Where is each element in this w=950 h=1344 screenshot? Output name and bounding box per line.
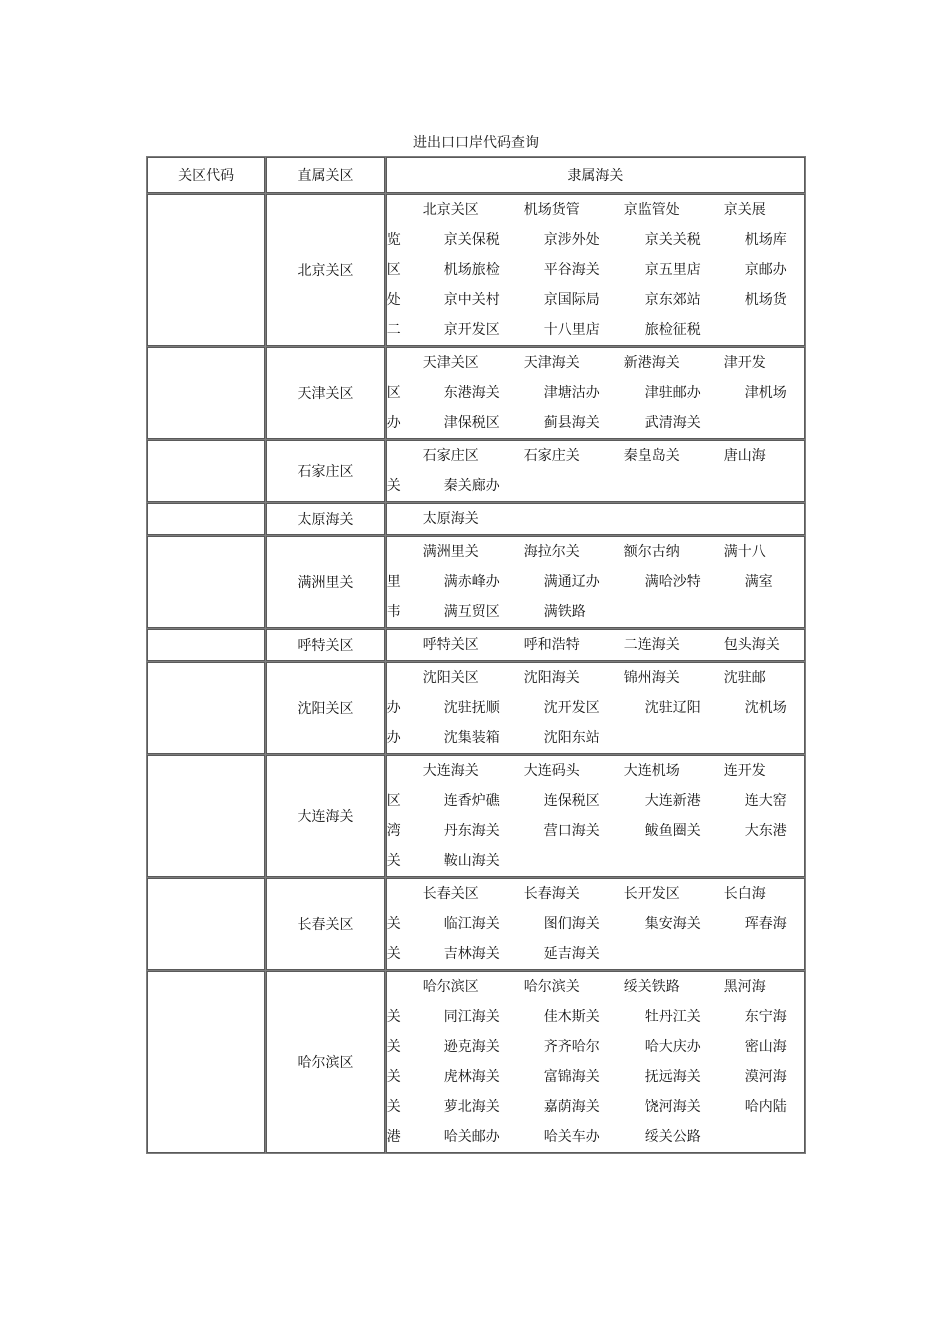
customs-name: 京中关村: [443, 292, 500, 308]
customs-line: [387, 471, 804, 501]
customs-name: 沈阳东站: [543, 730, 600, 746]
table-row: [147, 971, 805, 1153]
customs-name: 同江海关: [443, 1009, 500, 1025]
customs-line: [387, 1062, 804, 1092]
customs-name: 石家庄区: [422, 448, 479, 464]
customs-name: 延吉海关: [543, 946, 600, 962]
customs-name: 北京关区: [422, 202, 479, 218]
customs-name: 机场旅检: [443, 262, 500, 278]
customs-name: 哈尔滨关: [523, 979, 580, 995]
direct-district-cell: 石家庄区: [266, 440, 384, 502]
customs-name: 长白海: [723, 886, 766, 902]
table-body: [147, 194, 805, 1153]
customs-name: 营口海关: [543, 823, 600, 839]
customs-line: [387, 1092, 804, 1122]
customs-name: 哈关邮办: [443, 1129, 500, 1145]
wrapped-fragment: 区: [386, 793, 401, 809]
direct-district-cell: 长春关区: [266, 878, 384, 970]
customs-name: 新港海关: [623, 355, 680, 371]
customs-name: 十八里店: [543, 322, 600, 338]
customs-name: 津塘沽办: [543, 385, 600, 401]
customs-code-cell: [147, 536, 265, 628]
customs-name: 武清海关: [644, 415, 701, 431]
customs-name: 长春关区: [422, 886, 479, 902]
port-code-table: [146, 156, 806, 1154]
customs-name: 逊克海关: [443, 1039, 500, 1055]
customs-name: 抚远海关: [644, 1069, 701, 1085]
subordinate-customs-cell: [386, 878, 805, 970]
table-row: [147, 194, 805, 346]
customs-name: 大东港: [744, 823, 787, 839]
table-row: [147, 440, 805, 502]
wrapped-fragment: 办: [386, 415, 401, 431]
wrapped-fragment: 关: [386, 478, 401, 494]
customs-name: 图们海关: [543, 916, 600, 932]
customs-name: 虎林海关: [443, 1069, 500, 1085]
customs-line: [387, 816, 804, 846]
wrapped-fragment: 办: [386, 730, 401, 746]
customs-line: [387, 378, 804, 408]
header-direct: 直属关区: [266, 157, 384, 193]
customs-name: 漠河海: [744, 1069, 787, 1085]
customs-line: [387, 315, 804, 345]
customs-code-cell: [147, 662, 265, 754]
customs-name: 珲春海: [744, 916, 787, 932]
customs-name: 沈驻抚顺: [443, 700, 500, 716]
customs-line: [387, 408, 804, 438]
customs-name: 沈阳海关: [523, 670, 580, 686]
customs-line: [387, 1032, 804, 1062]
customs-name: 京关展: [723, 202, 766, 218]
wrapped-fragment: 二: [386, 322, 401, 338]
customs-name: 京开发区: [443, 322, 500, 338]
customs-name: 秦皇岛关: [623, 448, 680, 464]
customs-name: 呼特关区: [422, 637, 479, 653]
customs-name: 京关保税: [443, 232, 500, 248]
direct-district-cell: 哈尔滨区: [266, 971, 384, 1153]
customs-name: 鞍山海关: [443, 853, 500, 869]
customs-name: 津驻邮办: [644, 385, 701, 401]
customs-name: 东港海关: [443, 385, 500, 401]
customs-line: [387, 846, 804, 876]
wrapped-fragment: 关: [386, 1039, 401, 1055]
customs-name: 天津海关: [523, 355, 580, 371]
table-row: [147, 347, 805, 439]
wrapped-fragment: 处: [386, 292, 401, 308]
header-code: 关区代码: [147, 157, 265, 193]
customs-name: 满赤峰办: [443, 574, 500, 590]
customs-name: 机场库: [744, 232, 787, 248]
wrapped-fragment: 湾: [386, 823, 401, 839]
wrapped-fragment: 区: [386, 262, 401, 278]
customs-code-cell: [147, 971, 265, 1153]
wrapped-fragment: 关: [386, 916, 401, 932]
customs-name: 满哈沙特: [644, 574, 701, 590]
customs-name: 吉林海关: [443, 946, 500, 962]
customs-name: 满互贸区: [443, 604, 500, 620]
customs-code-cell: [147, 629, 265, 661]
customs-name: 长春海关: [523, 886, 580, 902]
customs-line: [387, 909, 804, 939]
customs-name: 海拉尔关: [523, 544, 580, 560]
customs-line: [387, 285, 804, 315]
customs-line: [387, 630, 804, 660]
customs-name: 京监管处: [623, 202, 680, 218]
customs-name: 哈尔滨区: [422, 979, 479, 995]
subordinate-customs-cell: [386, 347, 805, 439]
customs-name: 天津关区: [422, 355, 479, 371]
customs-name: 临江海关: [443, 916, 500, 932]
wrapped-fragment: 韦: [386, 604, 401, 620]
customs-name: 牡丹江关: [644, 1009, 701, 1025]
customs-name: 佳木斯关: [543, 1009, 600, 1025]
table-row: [147, 878, 805, 970]
customs-line: [387, 225, 804, 255]
direct-district-cell: 天津关区: [266, 347, 384, 439]
direct-district-cell: 满洲里关: [266, 536, 384, 628]
customs-name: 唐山海: [723, 448, 766, 464]
direct-district-cell: 太原海关: [266, 503, 384, 535]
customs-line: [387, 786, 804, 816]
customs-line: [387, 756, 804, 786]
table-row: [147, 629, 805, 661]
customs-name: 哈关车办: [543, 1129, 600, 1145]
customs-name: 大连码头: [523, 763, 580, 779]
customs-name: 黑河海: [723, 979, 766, 995]
customs-code-cell: [147, 440, 265, 502]
customs-name: 满铁路: [543, 604, 586, 620]
customs-line: [387, 663, 804, 693]
subordinate-customs-cell: [386, 503, 805, 535]
wrapped-fragment: 区: [386, 385, 401, 401]
customs-line: [387, 504, 804, 534]
customs-line: [387, 597, 804, 627]
wrapped-fragment: 关: [386, 946, 401, 962]
customs-name: 连开发: [723, 763, 766, 779]
subordinate-customs-cell: [386, 194, 805, 346]
header-subordinate: 隶属海关: [386, 157, 805, 193]
customs-name: 机场货管: [523, 202, 580, 218]
wrapped-fragment: 览: [386, 232, 401, 248]
wrapped-fragment: 关: [386, 1009, 401, 1025]
subordinate-customs-cell: [386, 629, 805, 661]
customs-name: 沈集装箱: [443, 730, 500, 746]
customs-name: 额尔古纳: [623, 544, 680, 560]
customs-name: 平谷海关: [543, 262, 600, 278]
customs-name: 连保税区: [543, 793, 600, 809]
customs-name: 集安海关: [644, 916, 701, 932]
customs-name: 京涉外处: [543, 232, 600, 248]
customs-line: [387, 1002, 804, 1032]
customs-name: 满通辽办: [543, 574, 600, 590]
customs-line: [387, 195, 804, 225]
customs-name: 饶河海关: [644, 1099, 701, 1115]
customs-name: 太原海关: [422, 511, 479, 527]
customs-name: 绥关铁路: [623, 979, 680, 995]
table-row: [147, 755, 805, 877]
customs-name: 机场货: [744, 292, 787, 308]
subordinate-customs-cell: [386, 971, 805, 1153]
customs-line: [387, 879, 804, 909]
customs-name: 京东郊站: [644, 292, 701, 308]
customs-line: [387, 939, 804, 969]
customs-line: [387, 537, 804, 567]
customs-line: [387, 1122, 804, 1152]
customs-code-cell: [147, 878, 265, 970]
subordinate-customs-cell: [386, 755, 805, 877]
wrapped-fragment: 关: [386, 1099, 401, 1115]
customs-name: 蓟县海关: [543, 415, 600, 431]
customs-name: 锦州海关: [623, 670, 680, 686]
direct-district-cell: 呼特关区: [266, 629, 384, 661]
wrapped-fragment: 港: [386, 1129, 401, 1145]
customs-name: 哈大庆办: [644, 1039, 701, 1055]
subordinate-customs-cell: [386, 662, 805, 754]
customs-code-cell: [147, 347, 265, 439]
customs-name: 满十八: [723, 544, 766, 560]
page-title: 进出口口岸代码查询: [413, 135, 539, 151]
customs-name: 哈内陆: [744, 1099, 787, 1115]
wrapped-fragment: 办: [386, 700, 401, 716]
customs-name: 丹东海关: [443, 823, 500, 839]
customs-name: 连大窑: [744, 793, 787, 809]
customs-code-cell: [147, 503, 265, 535]
customs-name: 旅检征税: [644, 322, 701, 338]
customs-name: 津开发: [723, 355, 766, 371]
customs-name: 沈驻邮: [723, 670, 766, 686]
table-row: [147, 662, 805, 754]
customs-name: 嘉荫海关: [543, 1099, 600, 1115]
customs-line: [387, 348, 804, 378]
subordinate-customs-cell: [386, 536, 805, 628]
customs-line: [387, 972, 804, 1002]
direct-district-cell: 北京关区: [266, 194, 384, 346]
customs-line: [387, 567, 804, 597]
customs-name: 密山海: [744, 1039, 787, 1055]
customs-name: 大连机场: [623, 763, 680, 779]
customs-name: 二连海关: [623, 637, 680, 653]
customs-name: 大连海关: [422, 763, 479, 779]
customs-name: 津保税区: [443, 415, 500, 431]
table-row: [147, 503, 805, 535]
customs-name: 秦关廊办: [443, 478, 500, 494]
customs-name: 京邮办: [744, 262, 787, 278]
customs-name: 沈开发区: [543, 700, 600, 716]
customs-name: 沈驻辽阳: [644, 700, 701, 716]
customs-code-cell: [147, 755, 265, 877]
customs-name: 沈机场: [744, 700, 787, 716]
customs-name: 鲅鱼圈关: [644, 823, 701, 839]
customs-name: 京关关税: [644, 232, 701, 248]
wrapped-fragment: 关: [386, 1069, 401, 1085]
direct-district-cell: 大连海关: [266, 755, 384, 877]
customs-line: [387, 723, 804, 753]
customs-line: [387, 441, 804, 471]
direct-district-cell: 沈阳关区: [266, 662, 384, 754]
customs-name: 沈阳关区: [422, 670, 479, 686]
customs-name: 富锦海关: [543, 1069, 600, 1085]
customs-name: 京五里店: [644, 262, 701, 278]
customs-name: 大连新港: [644, 793, 701, 809]
customs-name: 石家庄关: [523, 448, 580, 464]
customs-name: 包头海关: [723, 637, 780, 653]
table-row: [147, 536, 805, 628]
wrapped-fragment: 里: [386, 574, 401, 590]
subordinate-customs-cell: [386, 440, 805, 502]
customs-name: 连香炉礁: [443, 793, 500, 809]
customs-name: 京国际局: [543, 292, 600, 308]
customs-line: [387, 255, 804, 285]
customs-name: 萝北海关: [443, 1099, 500, 1115]
customs-code-cell: [147, 194, 265, 346]
header-row: [147, 157, 805, 193]
customs-name: 津机场: [744, 385, 787, 401]
wrapped-fragment: 关: [386, 853, 401, 869]
customs-line: [387, 693, 804, 723]
customs-name: 满室: [744, 574, 773, 590]
customs-name: 齐齐哈尔: [543, 1039, 600, 1055]
customs-name: 东宁海: [744, 1009, 787, 1025]
customs-name: 满洲里关: [422, 544, 479, 560]
customs-name: 呼和浩特: [523, 637, 580, 653]
customs-name: 绥关公路: [644, 1129, 701, 1145]
customs-name: 长开发区: [623, 886, 680, 902]
